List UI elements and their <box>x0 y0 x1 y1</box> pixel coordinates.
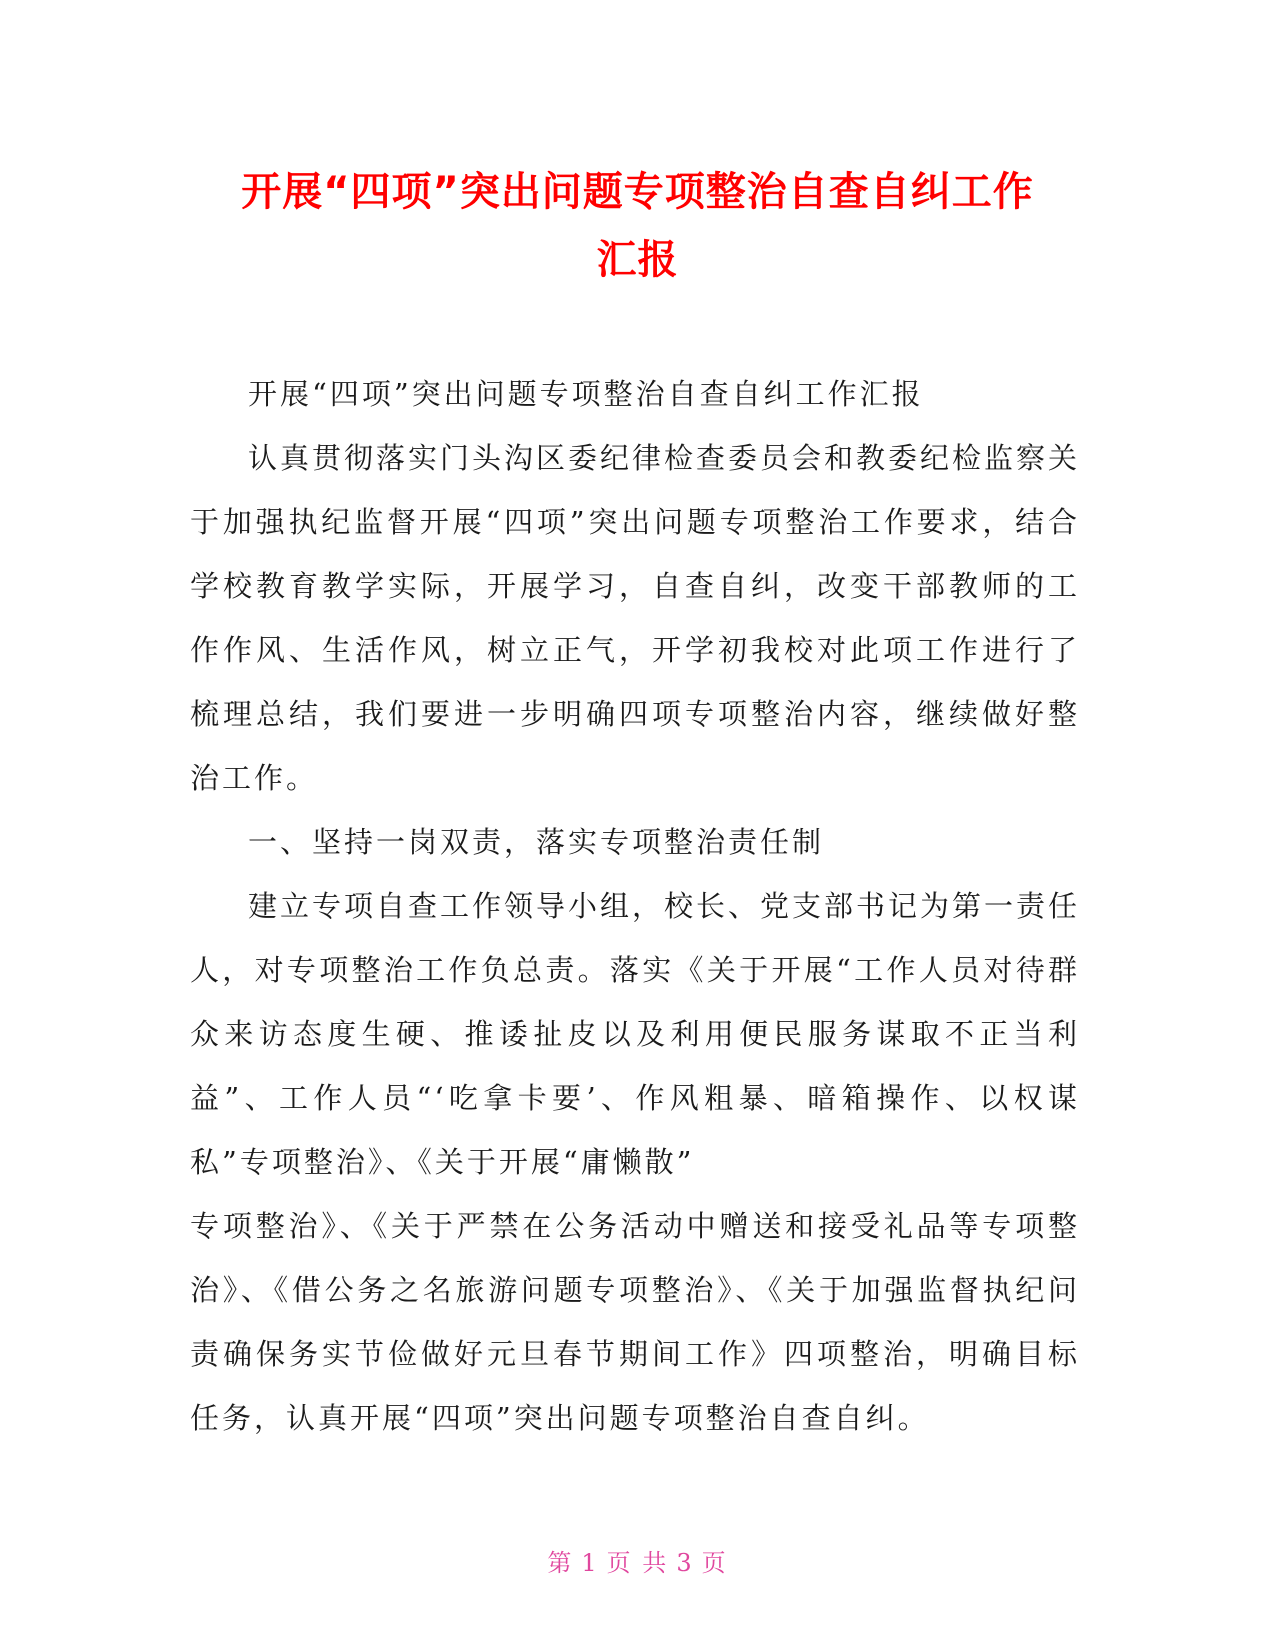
paragraph-subtitle: 开展“四项”突出问题专项整治自查自纠工作汇报 <box>248 377 924 411</box>
footer-total-pages: 3 <box>676 1549 694 1577</box>
paragraph-section-1-cont: 专项整治》、《关于严禁在公务活动中赠送和接受礼品等专项整治》、《借公务之名旅游问题专项整治》、《关于加强监督执纪问责确保务实节俭做好元旦春节期间工作》四项整治，明确目标任务，认真开展“四项”突出问题专项整治自查自纠。 <box>190 1209 1080 1435</box>
document-body <box>190 362 1080 1450</box>
title-line-1: 开展“四项”突出问题专项整治自查自纠工作 <box>241 169 1034 215</box>
document-title <box>170 158 1105 294</box>
section-heading-1: 一、坚持一岗双责，落实专项整治责任制 <box>248 825 825 859</box>
footer-current-page: 1 <box>581 1549 599 1577</box>
paragraph-section-1: 建立专项自查工作领导小组，校长、党支部书记为第一责任人，对专项整治工作负总责。落实《关于开展“工作人员对待群众来访态度生硬、推诿扯皮以及利用便民服务谋取不正当利益”、工作人员“‘吃拿卡要’、作风粗暴、暗箱操作、以权谋私”专项整治》、《关于开展“庸懒散” <box>190 889 1081 1179</box>
footer-suffix: 页 <box>701 1549 728 1577</box>
footer-middle: 页 共 <box>606 1549 669 1577</box>
footer-prefix: 第 <box>547 1549 574 1577</box>
page-footer <box>0 1543 1275 1578</box>
paragraph-intro: 认真贯彻落实门头沟区委纪律检查委员会和教委纪检监察关于加强执纪监督开展“四项”突出问题专项整治工作要求，结合学校教育教学实际，开展学习，自查自纠，改变干部教师的工作作风、生活作风，树立正气，开学初我校对此项工作进行了梳理总结，我们要进一步明确四项专项整治内容，继续做好整治工作。 <box>190 441 1081 795</box>
title-line-2: 汇报 <box>596 237 679 283</box>
